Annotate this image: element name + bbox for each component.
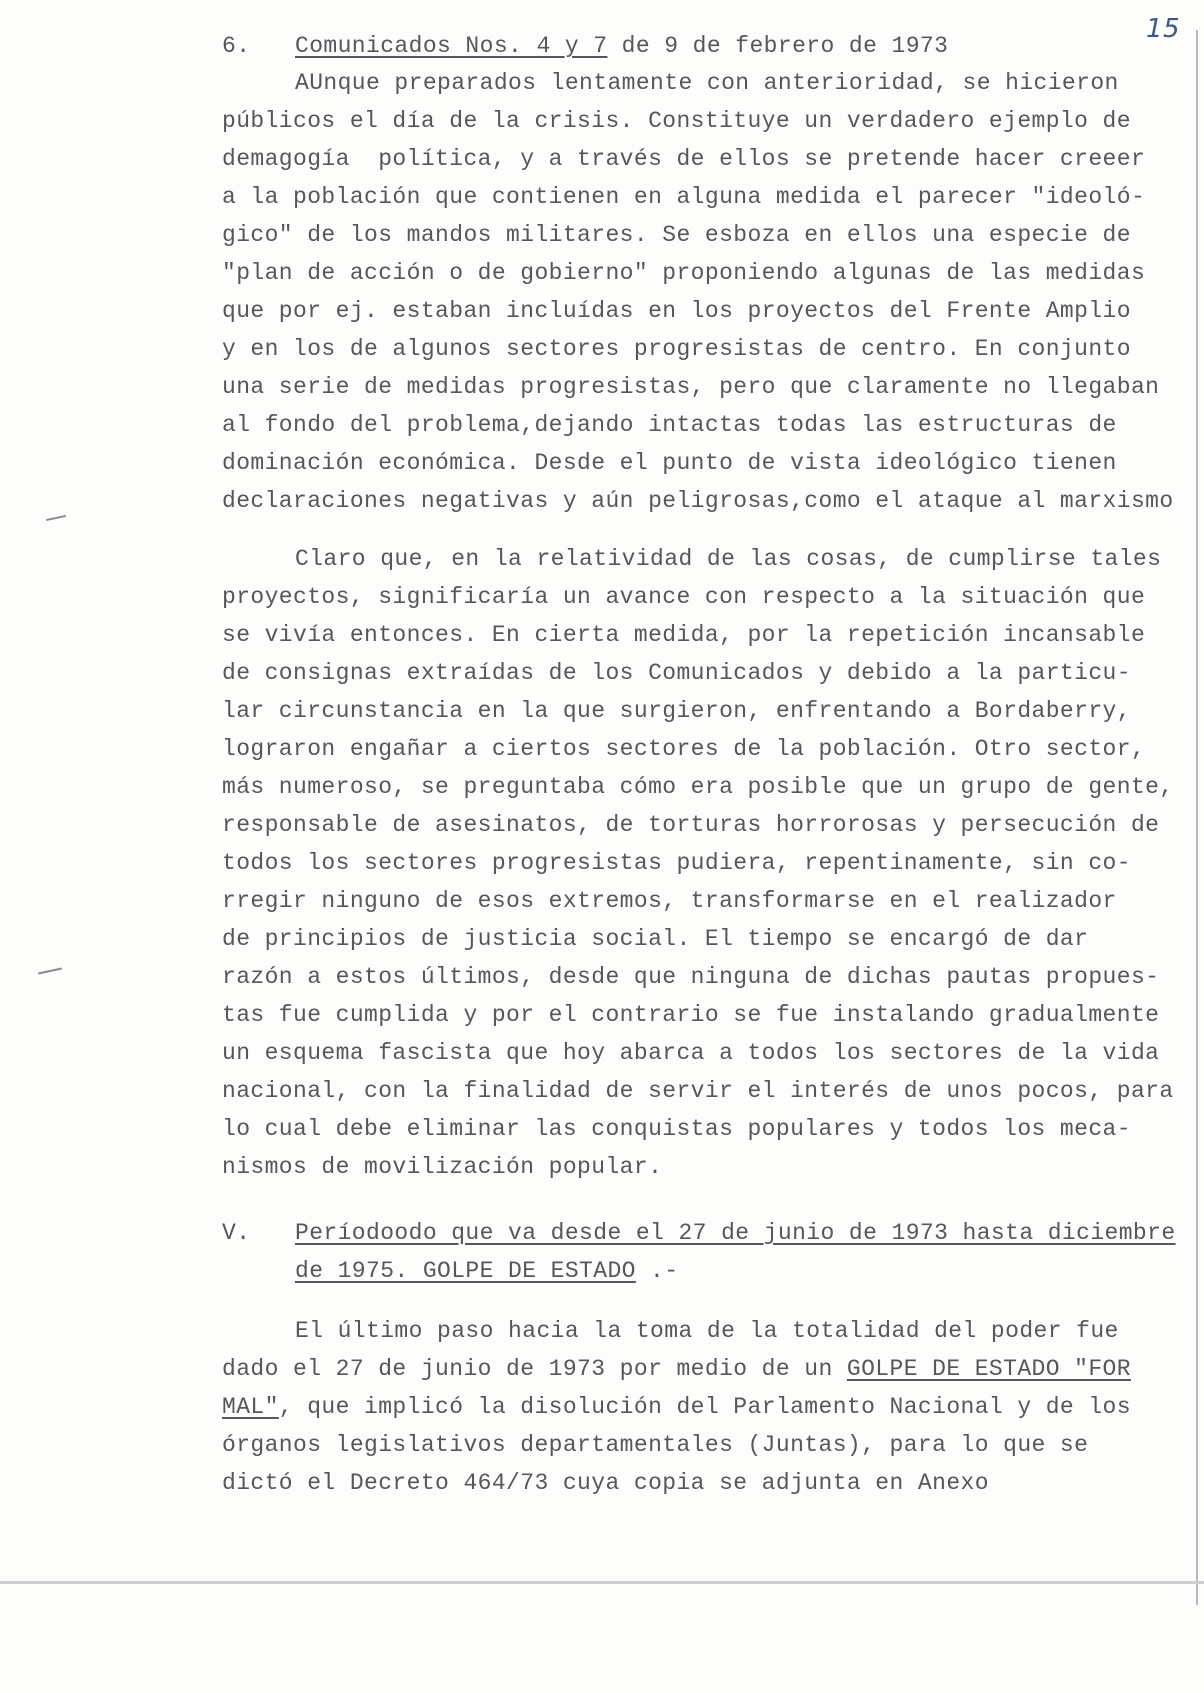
section-V-number: V.	[222, 1220, 251, 1246]
paragraph-2-line: razón a estos últimos, desde que ninguna de dichas pautas propues-	[222, 964, 1160, 990]
section-6-number: 6.	[222, 33, 251, 59]
paragraph-2-line: de principios de justicia social. El tiempo se encargó de dar	[222, 926, 1089, 952]
paragraph-2-line: Claro que, en la relatividad de las cosas, de cumplirse tales	[295, 546, 1162, 572]
paragraph-3-line-5: dictó el Decreto 464/73 cuya copia se adjunta en Anexo	[222, 1470, 989, 1496]
paragraph-2-line: proyectos, significaría un avance con respecto a la situación que	[222, 584, 1146, 610]
section-6-line: declaraciones negativas y aún peligrosas,como el ataque al marxismo	[222, 488, 1174, 514]
paragraph-2-line: lo cual debe eliminar las conquistas populares y todos los meca-	[222, 1116, 1131, 1142]
section-V-title-rest: .-	[635, 1258, 679, 1284]
section-6-title	[295, 33, 948, 59]
section-6-line: públicos el día de la crisis. Constituye un verdadero ejemplo de	[222, 108, 1131, 134]
margin-mark	[38, 968, 62, 975]
paragraph-2-line: tas fue cumplida y por el contrario se fue instalando gradualmente	[222, 1002, 1160, 1028]
section-6-line: "plan de acción o de gobierno" proponiendo algunas de las medidas	[222, 260, 1146, 286]
section-6-line: gico" de los mandos militares. Se esboza en ellos una especie de	[222, 222, 1131, 248]
section-6-line: al fondo del problema,dejando intactas todas las estructuras de	[222, 412, 1117, 438]
bottom-edge-line	[0, 1581, 1204, 1584]
paragraph-2-line: de consignas extraídas de los Comunicados y debido a la particu-	[222, 660, 1131, 686]
paragraph-2-line: nacional, con la finalidad de servir el interés de unos pocos, para	[222, 1078, 1174, 1104]
golpe-de-estado-formal-underlined: GOLPE DE ESTADO "FOR	[846, 1356, 1131, 1382]
paragraph-3-line-4: órganos legislativos departamentales (Juntas), para lo que se	[222, 1432, 1089, 1458]
paragraph-3-line-3-rest: , que implicó la disolución del Parlamento Nacional y de los	[278, 1394, 1131, 1420]
section-V-title-underlined: de 1975. GOLPE DE ESTADO	[295, 1258, 636, 1284]
paragraph-2-line: lograron engañar a ciertos sectores de la población. Otro sector,	[222, 736, 1146, 762]
page-number: 15	[1146, 14, 1180, 44]
section-V-title-line-1: Períodoodo que va desde el 27 de junio de 1973 hasta diciembre	[295, 1220, 1176, 1246]
section-6-line: una serie de medidas progresistas, pero que claramente no llegaban	[222, 374, 1160, 400]
section-6-title-underlined: Comunicados Nos. 4 y 7	[295, 33, 608, 59]
paragraph-2-line: lar circunstancia en la que surgieron, enfrentando a Bordaberry,	[222, 698, 1131, 724]
paragraph-3-line-2-start: dado el 27 de junio de 1973 por medio de un	[222, 1356, 847, 1382]
paragraph-3-line-2	[222, 1356, 1131, 1382]
section-6-line: y en los de algunos sectores progresistas de centro. En conjunto	[222, 336, 1131, 362]
paragraph-2-line: nismos de movilización popular.	[222, 1154, 663, 1180]
section-6-line: dominación económica. Desde el punto de vista ideológico tienen	[222, 450, 1117, 476]
right-edge-line	[1196, 30, 1198, 1605]
paragraph-2-line: un esquema fascista que hoy abarca a todos los sectores de la vida	[222, 1040, 1160, 1066]
paragraph-2-line: responsable de asesinatos, de torturas horrorosas y persecución de	[222, 812, 1160, 838]
section-6-title-rest: de 9 de febrero de 1973	[607, 33, 949, 59]
section-V-title-line-2	[295, 1258, 678, 1284]
paragraph-2-line: se vivía entonces. En cierta medida, por la repetición incansable	[222, 622, 1146, 648]
margin-mark	[46, 515, 66, 521]
section-6-line: AUnque preparados lentamente con anterioridad, se hicieron	[295, 70, 1119, 96]
paragraph-3-line-3	[222, 1394, 1131, 1420]
paragraph-2-line: más numeroso, se preguntaba cómo era posible que un grupo de gente,	[222, 774, 1174, 800]
paragraph-2-line: rregir ninguno de esos extremos, transformarse en el realizador	[222, 888, 1117, 914]
section-6-line: demagogía política, y a través de ellos se pretende hacer creeer	[222, 146, 1146, 172]
section-6-line: a la población que contienen en alguna medida el parecer "ideoló-	[222, 184, 1146, 210]
formal-underlined: MAL"	[222, 1394, 279, 1420]
paragraph-2-line: todos los sectores progresistas pudiera, repentinamente, sin co-	[222, 850, 1131, 876]
section-6-line: que por ej. estaban incluídas en los proyectos del Frente Amplio	[222, 298, 1131, 324]
paragraph-3-line-1: El último paso hacia la toma de la totalidad del poder fue	[295, 1318, 1119, 1344]
